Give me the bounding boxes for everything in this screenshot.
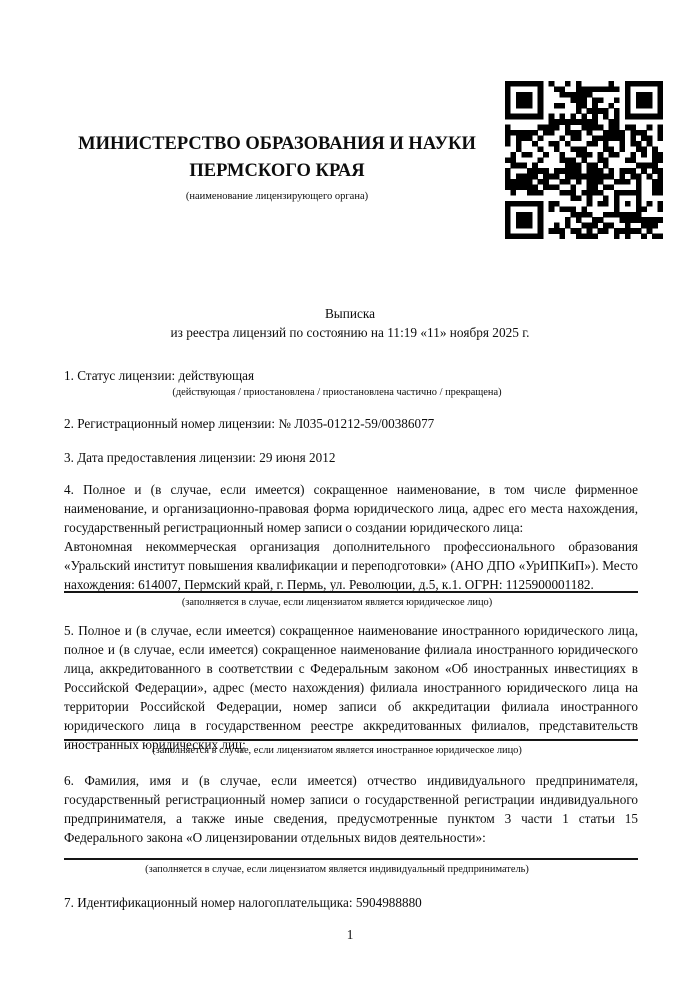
- legal-entity-text: 4. Полное и (в случае, если имеется) сокращенное наименование, в том числе фирменное наименование, и организационно-правовая форма юридического лица, адрес его места нахождения, государственный регистрационный номер записи о создании юридического лица:: [64, 482, 638, 535]
- license-status-item: [64, 366, 638, 385]
- grant-date-value: 29 июня 2012: [259, 450, 336, 465]
- inn-label: 7. Идентификационный номер налогоплательщика:: [64, 895, 353, 910]
- inn-value: 5904988880: [355, 895, 422, 910]
- foreign-entity-item: 5. Полное и (в случае, если имеется) сокращенное наименование иностранного юридического лица, полное и (в случае, если имеется) сокращенное наименование филиала иностранного юридического лица, аккредитованного в соответствии с Федеральным законом «Об иностранных инвестициях в Российской Федерации», адрес (место нахождения) филиала иностранного юридического лица на территории Российской Федерации, номер записи об аккредитации филиала иностранного юридического лица в государственном реестре аккредитованных филиалов, представительств иностранных юридических лиц:: [64, 623, 638, 752]
- grant-date-item: [64, 448, 638, 467]
- foreign-entity-caption: (заполняется в случае, если лицензиатом является иностранное юридическое лицо): [64, 739, 638, 757]
- inn-item: [64, 893, 638, 912]
- qr-code-icon: [505, 81, 663, 239]
- registration-number-item: [64, 414, 638, 433]
- license-status-caption: (действующая / приостановлена / приостановлена частично / прекращена): [172, 387, 502, 398]
- document-title-line2: из реестра лицензий по состоянию на 11:19 «11» ноября 2025 г.: [170, 325, 530, 340]
- legal-entity-caption: (заполняется в случае, если лицензиатом является юридическое лицо): [64, 591, 638, 609]
- entrepreneur-item: 6. Фамилия, имя и (в случае, если имеется) отчество индивидуального предпринимателя, государственный регистрационный номер записи о государственной регистрации индивидуального предпринимателя, а также иные сведения, предусмотренные пунктом 3 части 1 статьи 15 Федерального закона «О лицензировании отдельных видов деятельности»:: [64, 773, 638, 845]
- registration-number-label: 2. Регистрационный номер лицензии:: [64, 416, 276, 431]
- grant-date-label: 3. Дата предоставления лицензии:: [64, 450, 256, 465]
- license-status-value: действующая: [178, 368, 255, 383]
- entrepreneur-caption: (заполняется в случае, если лицензиатом является индивидуальный предприниматель): [64, 858, 638, 876]
- license-status-label: 1. Статус лицензии:: [64, 368, 176, 383]
- ministry-name: [62, 131, 492, 203]
- ministry-name-caption: (наименование лицензирующего органа): [185, 191, 369, 202]
- document-title-line1: Выписка: [324, 306, 376, 321]
- document-title: [63, 304, 637, 342]
- legal-entity-item: [64, 480, 638, 594]
- registration-number-value: № Л035-01212-59/00386077: [278, 416, 435, 431]
- page-number: 1: [346, 927, 354, 942]
- legal-entity-name: Автономная некоммерческая организация дополнительного профессионального образования «Уральский институт повышения квалификации и переподготовки» (АНО ДПО «УрИПКиП»). Место нахождения: 614007, Пермский край, г. Пермь, ул. Революции, д.5, к.1. ОГРН: 1125900001182.: [64, 539, 638, 592]
- ministry-name-line1: МИНИСТЕРСТВО ОБРАЗОВАНИЯ И НАУКИ: [78, 134, 476, 154]
- ministry-name-line2: ПЕРМСКОГО КРАЯ: [189, 161, 365, 181]
